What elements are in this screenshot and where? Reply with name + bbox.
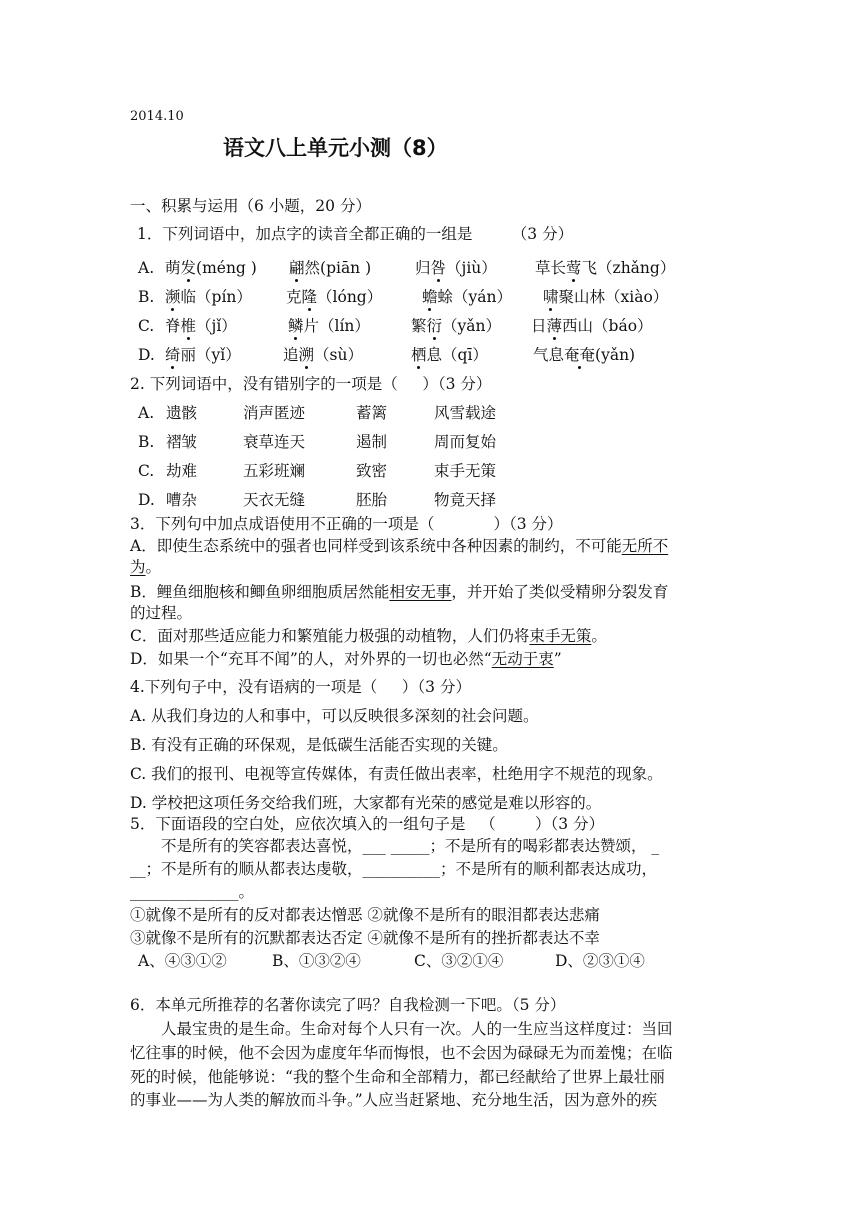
word-item: 物竟天择 (434, 491, 497, 509)
q6-stem: 6．本单元所推荐的名著你读完了吗？自我检测一下吧。（5 分） (130, 996, 566, 1014)
word-item: 衰草连天 (243, 433, 306, 451)
blank: __________ (362, 860, 441, 878)
q5-choices (130, 951, 690, 971)
q6-passage-line: 的事业——为人类的解放而斗争。”人应当赶紧地、充分地生活，因为意外的疾 (130, 1091, 658, 1109)
blank: ______________ (130, 883, 239, 901)
q5-passage-line3: ______________。 (130, 883, 255, 901)
word-item: 归咎（jiù） (415, 259, 497, 277)
option-label: D. (138, 491, 155, 509)
q3-option-b-cont: 的过程。 (130, 604, 193, 622)
word-item: 劫难 (166, 462, 198, 480)
word-item: 气息奄奄(yǎn) (533, 346, 636, 364)
choice-item: B、①③②④ (272, 952, 361, 970)
section-heading: 一、积累与运用（6 小题，20 分） (130, 197, 371, 215)
q4-option-a: A. 从我们身边的人和事中，可以反映很多深刻的社会问题。 (130, 707, 539, 725)
blank: _ (646, 837, 660, 855)
word-item: 致密 (356, 462, 388, 480)
q6-passage-line: 忆往事的时候，他不会因为虚度年华而悔恨，也不会因为碌碌无为而羞愧；在临 (130, 1044, 673, 1062)
choice-item: C、③②①④ (414, 952, 504, 970)
word-item: 萌发(méng ) (165, 259, 257, 277)
q6-passage-line: 人最宝贵的是生命。生命对每个人只有一次。人的一生应当这样度过：当回 (161, 1020, 673, 1038)
word-item: 风雪载途 (434, 404, 497, 422)
word-item: 绮丽（yǐ） (165, 346, 241, 364)
word-item: 蟾蜍（yán） (422, 288, 512, 306)
word-item: 消声匿迹 (243, 404, 306, 422)
q3-option-d: D．如果一个“充耳不闻”的人，对外界的一切也必然“无动于衷” (130, 650, 562, 668)
q2-stem: 2. 下列词语中，没有错别字的一项是（ ）（3 分） (130, 375, 492, 393)
word-item: 遏制 (356, 433, 388, 451)
word-item: 五彩班斓 (243, 462, 306, 480)
word-item: 周而复始 (434, 433, 497, 451)
q4-option-c: C. 我们的报刊、电视等宣传媒体，有责任做出表率，杜绝用字不规范的现象。 (130, 765, 663, 783)
q4-stem: 4.下列句子中，没有语病的一项是（ ）（3 分） (130, 678, 471, 696)
q6-passage-line: 死的时候，他能够说：“我的整个生命和全部精力，都已经献给了世界上最壮丽 (130, 1068, 665, 1086)
word-item: 鳞片（lín） (288, 317, 370, 335)
word-item: 濒临（pín） (165, 288, 252, 306)
blank: __ (130, 860, 146, 878)
option-label: B. (138, 288, 155, 306)
word-item: 胚胎 (356, 491, 388, 509)
q3-option-a: A．即使生态系统中的强者也同样受到该系统中各种因素的制约，不可能无所不 (130, 537, 669, 555)
word-item: 日薄西山（báo） (531, 317, 653, 335)
word-item: 遗骸 (166, 404, 198, 422)
option-label: B. (138, 433, 155, 451)
option-label: C. (138, 462, 155, 480)
q1-stem: 1．下列词语中，加点字的读音全都正确的一组是 （3 分） (137, 225, 574, 243)
q5-passage-line2: __；不是所有的顺从都表达虔敬，__________；不是所有的顺利都表达成功， (130, 860, 658, 878)
page-title: 语文八上单元小测（8） (223, 136, 448, 160)
word-item: 栖息（qī） (411, 346, 488, 364)
word-item: 草长莺飞（zhǎng） (535, 259, 676, 277)
q4-option-d: D. 学校把这项任务交给我们班，大家都有光荣的感觉是难以形容的。 (130, 794, 602, 812)
option-label: A. (138, 404, 155, 422)
word-item: 天衣无缝 (243, 491, 306, 509)
q5-sentences-1: ①就像不是所有的反对都表达憎恶 ②就像不是所有的眼泪都表达悲痛 (130, 906, 600, 924)
word-item: 啸聚山林（xiào） (543, 288, 669, 306)
word-item: 褶皱 (166, 433, 198, 451)
q3-option-c: C．面对那些适应能力和繁殖能力极强的动植物，人们仍将束手无策。 (130, 627, 607, 645)
blank: ___ _____ (362, 837, 430, 855)
option-label: A. (138, 259, 155, 277)
choice-item: D、②③①④ (555, 952, 645, 970)
q5-sentences-2: ③就像不是所有的沉默都表达否定 ④就像不是所有的挫折都表达不幸 (130, 929, 600, 947)
option-label: D. (138, 346, 155, 364)
choice-item: A、④③①② (138, 952, 227, 970)
q4-option-b: B. 有没有正确的环保观，是低碳生活能否实现的关键。 (130, 736, 508, 754)
word-item: 追溯（sù） (283, 346, 363, 364)
q5-passage-line1: 不是所有的笑容都表达喜悦，___ _____；不是所有的喝彩都表达赞颂， _ (161, 837, 660, 855)
option-label: C. (138, 317, 155, 335)
q3-option-a-cont: 为。 (130, 558, 162, 576)
word-item: 束手无策 (434, 462, 497, 480)
q5-stem: 5．下面语段的空白处，应依次填入的一组句子是 （ ）（3 分） (130, 815, 605, 833)
word-item: 繁衍（yǎn） (411, 317, 502, 335)
q3-option-b: B．鲤鱼细胞核和鲫鱼卵细胞质居然能相安无事，并开始了类似受精卵分裂发育 (130, 583, 669, 601)
word-item: 脊椎（jǐ） (165, 317, 237, 335)
word-item: 翩然(piān ) (289, 259, 372, 277)
word-item: 嘈杂 (166, 491, 198, 509)
q3-stem: 3．下列句中加点成语使用不正确的一项是（ ）（3 分） (130, 515, 563, 533)
word-item: 蓄篱 (356, 404, 388, 422)
date-label: 2014.10 (130, 109, 184, 124)
word-item: 克隆（lóng） (286, 288, 383, 306)
